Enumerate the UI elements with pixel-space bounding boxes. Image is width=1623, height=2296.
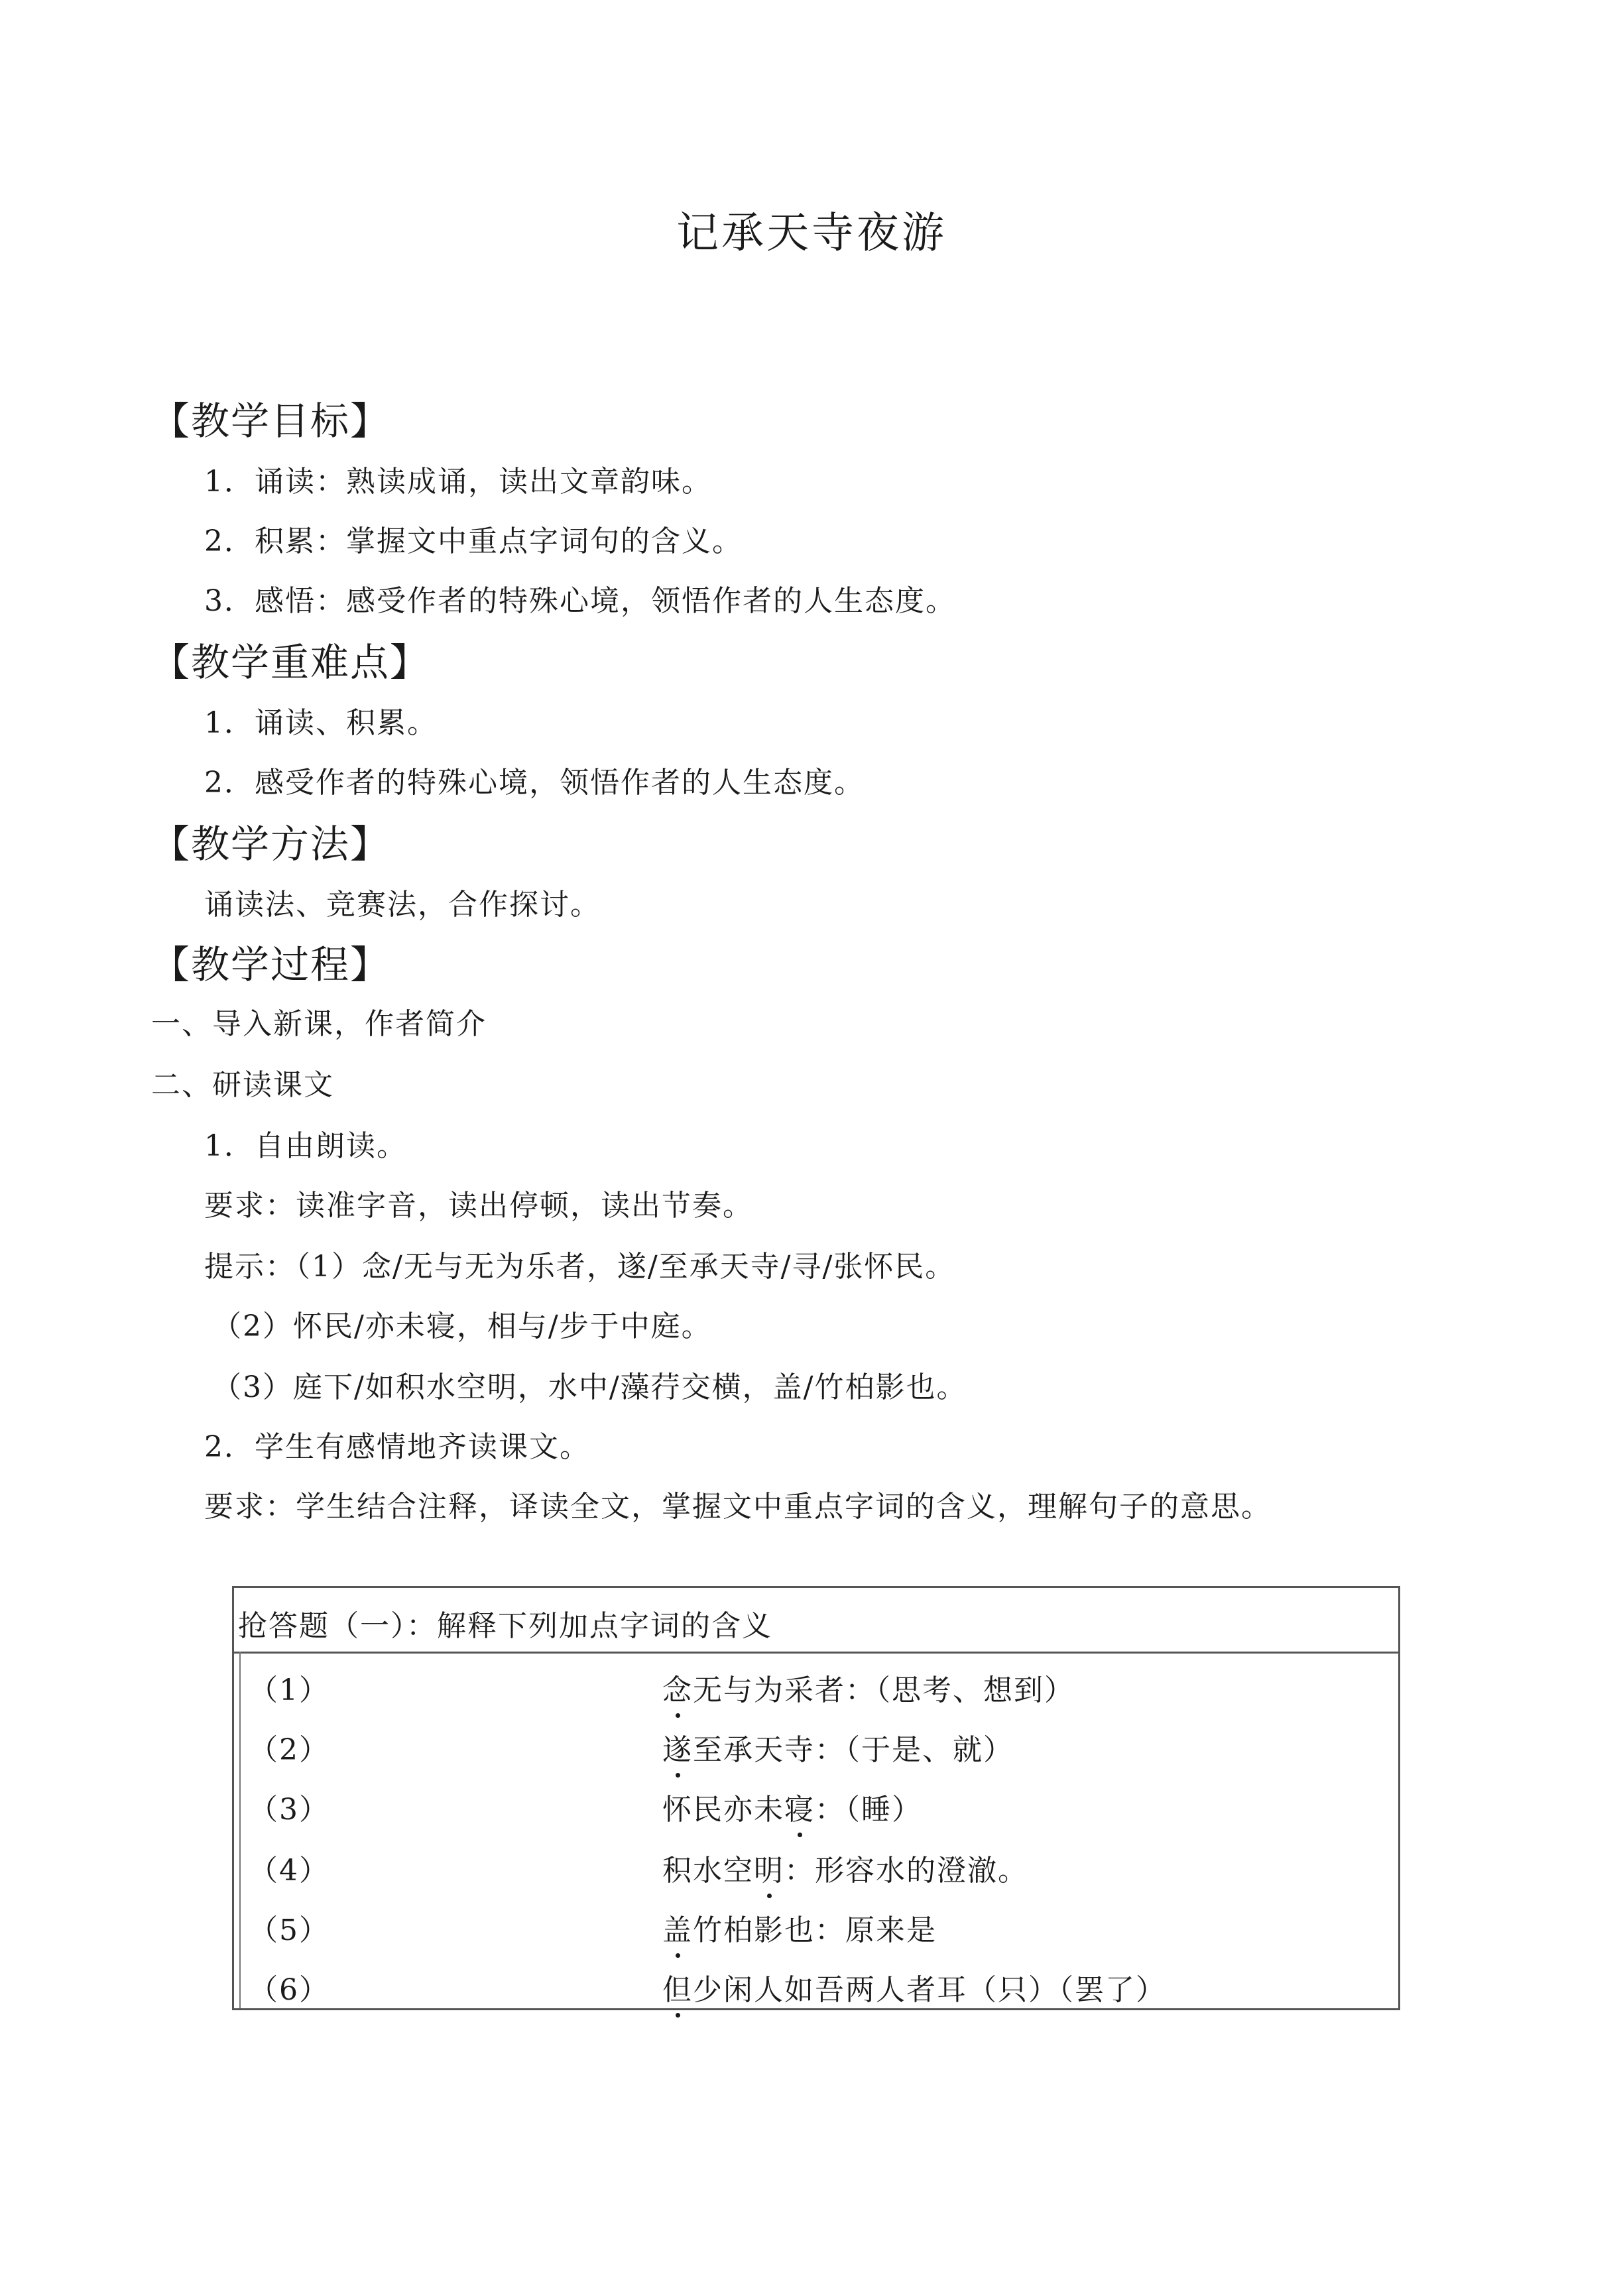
- process-step-2: 二、研读课文: [151, 1068, 334, 1102]
- emphasized-char: 寝: [784, 1793, 815, 1827]
- quiz-row: [234, 1726, 1398, 1785]
- goal-item: 2．积累：掌握文中重点字词句的含义。: [204, 524, 743, 558]
- quiz-row-text: 竹柏影也：原来是: [693, 1913, 937, 1947]
- quiz-row: [234, 1846, 1398, 1906]
- quiz-row: [234, 1785, 1398, 1845]
- process-hint-1: 提示：（1）念/无与无为乐者，遂/至承天寺/寻/张怀民。: [204, 1250, 956, 1284]
- process-requirement-1: 要求：读准字音，读出停顿，读出节奏。: [204, 1189, 753, 1223]
- quiz-row-answer: [662, 1785, 922, 1828]
- key-point-item: 1．诵读、积累。: [204, 706, 438, 740]
- emphasized-char: 遂: [662, 1733, 693, 1767]
- quiz-row-text: 至承天寺：（于是、就）: [693, 1733, 1014, 1767]
- quiz-row: [234, 1906, 1398, 1966]
- process-hint-3: （3）庭下/如积水空明，水中/藻荇交横，盖/竹柏影也。: [212, 1370, 967, 1404]
- quiz-row: [234, 1966, 1398, 2025]
- methods-text: 诵读法、竞赛法，合作探讨。: [204, 888, 601, 922]
- process-substep-2: 2．学生有感情地齐读课文。: [204, 1430, 590, 1464]
- section-teaching-process: 【教学过程】: [151, 942, 391, 987]
- emphasized-char: 盖: [662, 1913, 693, 1947]
- quiz-row-number: （1）: [249, 1673, 330, 1707]
- quiz-row-answer: [662, 1666, 1075, 1709]
- quiz-row-answer: [662, 1966, 1166, 2008]
- quiz-row-prefix: 积水空: [662, 1854, 754, 1888]
- goal-item: 3．感悟：感受作者的特殊心境，领悟作者的人生态度。: [204, 584, 956, 618]
- goal-item: 1．诵读：熟读成诵，读出文章韵味。: [204, 465, 712, 499]
- quiz-row-prefix: 怀民亦未: [662, 1793, 784, 1827]
- process-step-1: 一、导入新课，作者简介: [151, 1007, 487, 1041]
- quiz-row-text: ：形容水的澄澈。: [784, 1854, 1028, 1888]
- document-title: 记承天寺夜游: [676, 209, 947, 258]
- quiz-row-number: （3）: [249, 1793, 330, 1827]
- quiz-row-number: （2）: [249, 1733, 330, 1767]
- quiz-heading: 抢答题（一）：解释下列加点字词的含义: [238, 1609, 772, 1643]
- quiz-row-answer: [662, 1906, 937, 1949]
- quiz-row-number: （4）: [249, 1854, 330, 1888]
- section-key-difficult-points: 【教学重难点】: [151, 640, 430, 685]
- process-substep-1: 1．自由朗读。: [204, 1129, 407, 1163]
- quiz-row-text: ：（睡）: [815, 1793, 922, 1827]
- quiz-divider: [234, 1652, 1398, 1654]
- emphasized-char: 念: [662, 1673, 693, 1707]
- quiz-row-answer: [662, 1726, 1014, 1768]
- process-requirement-2: 要求：学生结合注释，译读全文，掌握文中重点字词的含义，理解句子的意思。: [204, 1490, 1272, 1524]
- quiz-row-answer: [662, 1846, 1028, 1889]
- quiz-row-text: 少闲人如吾两人者耳（只）（罢了）: [693, 1973, 1166, 2007]
- section-teaching-goals: 【教学目标】: [151, 398, 391, 444]
- quiz-table: [232, 1586, 1400, 2010]
- emphasized-char: 但: [662, 1973, 693, 2007]
- key-point-item: 2．感受作者的特殊心境，领悟作者的人生态度。: [204, 766, 865, 800]
- process-hint-2: （2）怀民/亦未寝，相与/步于中庭。: [212, 1309, 712, 1343]
- quiz-row: [234, 1666, 1398, 1726]
- section-teaching-methods: 【教学方法】: [151, 821, 391, 867]
- quiz-row-number: （6）: [249, 1973, 330, 2007]
- quiz-row-text: 无与为采者：（思考、想到）: [693, 1673, 1075, 1707]
- quiz-row-number: （5）: [249, 1913, 330, 1947]
- emphasized-char: 明: [754, 1854, 784, 1888]
